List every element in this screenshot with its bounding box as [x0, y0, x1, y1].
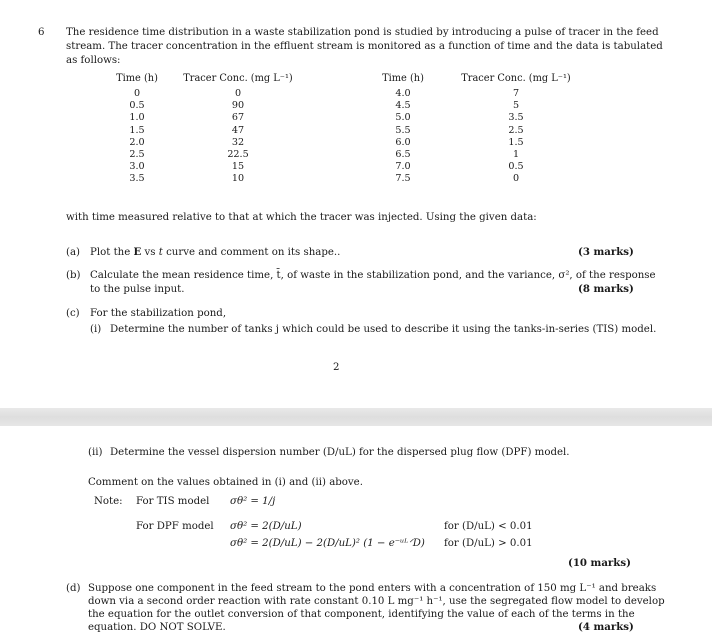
table-column-time-left	[112, 88, 162, 186]
table-column-conc-left	[208, 88, 268, 186]
part-a-text	[90, 246, 340, 259]
table-cell: 7.0	[395, 161, 411, 173]
table-cell: 90	[231, 100, 245, 112]
table-header-time-right: Time (h)	[382, 73, 424, 84]
table-cell: 32	[231, 136, 245, 148]
exam-page-2	[0, 426, 712, 634]
part-d-line-3: the equation for the outlet conversion of that component, identifying the value of each of the terms in the	[88, 609, 635, 620]
table-cell: 10	[231, 173, 245, 185]
part-a-label: (a)	[66, 247, 81, 258]
part-d-line-4: equation. DO NOT SOLVE.	[88, 622, 226, 633]
part-a-text-mid: vs	[141, 247, 159, 258]
dpf-condition-2: for (D/uL) > 0.01	[444, 538, 533, 549]
table-column-conc-right	[486, 88, 546, 186]
table-cell: 1.0	[129, 112, 145, 124]
table-cell: 0	[234, 88, 242, 99]
part-a-text-pre: Plot the	[90, 247, 134, 258]
dpf-label: For DPF model	[136, 521, 214, 532]
intro-line-3: as follows:	[66, 55, 121, 66]
table-cell: 2.0	[129, 136, 145, 148]
table-cell: 3.5	[508, 112, 524, 124]
intro-line-2: stream. The tracer concentration in the effluent stream is monitored as a function of time and the data is tabulated	[66, 41, 663, 52]
note-marks: (10 marks)	[568, 557, 631, 569]
part-b-line-1: Calculate the mean residence time, t̄, of waste in the stabilization pond, and the variance, σ², of the response	[90, 270, 656, 281]
table-cell: 67	[231, 112, 245, 124]
part-c-ii-label: (ii)	[88, 447, 103, 458]
table-cell: 0	[512, 173, 520, 185]
table-header-conc-right: Tracer Conc. (mg L⁻¹)	[461, 73, 571, 84]
table-cell: 7.5	[395, 173, 411, 185]
table-header-conc-left: Tracer Conc. (mg L⁻¹)	[183, 73, 293, 84]
table-cell: 1.5	[129, 124, 145, 136]
part-a-text-post: curve and comment on its shape..	[162, 247, 341, 258]
table-cell: 0.5	[508, 161, 524, 173]
part-c-ii-text: Determine the vessel dispersion number (D/uL) for the dispersed plug flow (DPF) model.	[110, 447, 570, 458]
table-cell: 6.5	[395, 148, 411, 160]
table-cell: 3.0	[129, 161, 145, 173]
after-table-text: with time measured relative to that at which the tracer was injected. Using the given data:	[66, 212, 537, 223]
table-cell: 5.5	[395, 124, 411, 136]
table-cell: 5.0	[395, 112, 411, 124]
table-cell: 0	[133, 88, 141, 99]
part-d-label: (d)	[66, 583, 81, 594]
table-cell: 4.5	[395, 100, 411, 112]
dpf-condition-1: for (D/uL) < 0.01	[444, 521, 533, 532]
table-cell: 4.0	[395, 88, 411, 99]
part-a-text-bold: E	[133, 246, 142, 258]
part-a-marks: (3 marks)	[578, 246, 634, 258]
part-b-label: (b)	[66, 270, 81, 281]
question-number: 6	[38, 27, 45, 38]
table-cell: 22.5	[227, 148, 249, 160]
table-cell: 3.5	[129, 173, 145, 185]
table-cell: 7	[512, 88, 520, 99]
page-separator	[0, 408, 712, 426]
intro-line-1: The residence time distribution in a waste stabilization pond is studied by introducing a pulse of tracer in the feed	[66, 27, 659, 38]
table-cell: 2.5	[129, 148, 145, 160]
table-cell: 0.5	[129, 100, 145, 112]
table-column-time-right	[378, 88, 428, 186]
table-cell: 5	[512, 100, 520, 112]
note-label: Note:	[94, 496, 123, 507]
table-cell: 2.5	[508, 124, 524, 136]
part-c-i-label: (i)	[90, 324, 102, 335]
part-c-text: For the stabilization pond,	[90, 308, 227, 319]
table-cell: 47	[231, 124, 245, 136]
part-d-line-2: down via a second order reaction with rate constant 0.10 L mg⁻¹ h⁻¹, use the segregated flow model to develop	[88, 596, 665, 607]
part-b-line-2: to the pulse input.	[90, 284, 185, 295]
tis-label: For TIS model	[136, 496, 210, 507]
dpf-formula-1: σθ² = 2(D/uL)	[230, 521, 302, 532]
part-c-i-text: Determine the number of tanks j which could be used to describe it using the tanks-in-series (TIS) model.	[110, 324, 657, 335]
part-d-marks: (4 marks)	[578, 621, 634, 633]
table-cell: 6.0	[395, 136, 411, 148]
tis-formula: σθ² = 1/j	[230, 496, 276, 507]
table-cell: 15	[231, 161, 245, 173]
page-number: 2	[333, 362, 340, 373]
table-header-time-left: Time (h)	[116, 73, 158, 84]
part-d-line-1: Suppose one component in the feed stream to the pond enters with a concentration of 150 mg L⁻¹ and breaks	[88, 583, 657, 594]
part-b-marks: (8 marks)	[578, 283, 634, 295]
dpf-formula-2: σθ² = 2(D/uL) − 2(D/uL)² (1 − e⁻ᵘᴸᐟD)	[230, 538, 425, 549]
comment-text: Comment on the values obtained in (i) and (ii) above.	[88, 477, 363, 488]
table-cell: 1.5	[508, 136, 524, 148]
part-c-label: (c)	[66, 308, 80, 319]
table-cell: 1	[512, 148, 520, 160]
part-a-text-italic: t	[158, 247, 163, 258]
